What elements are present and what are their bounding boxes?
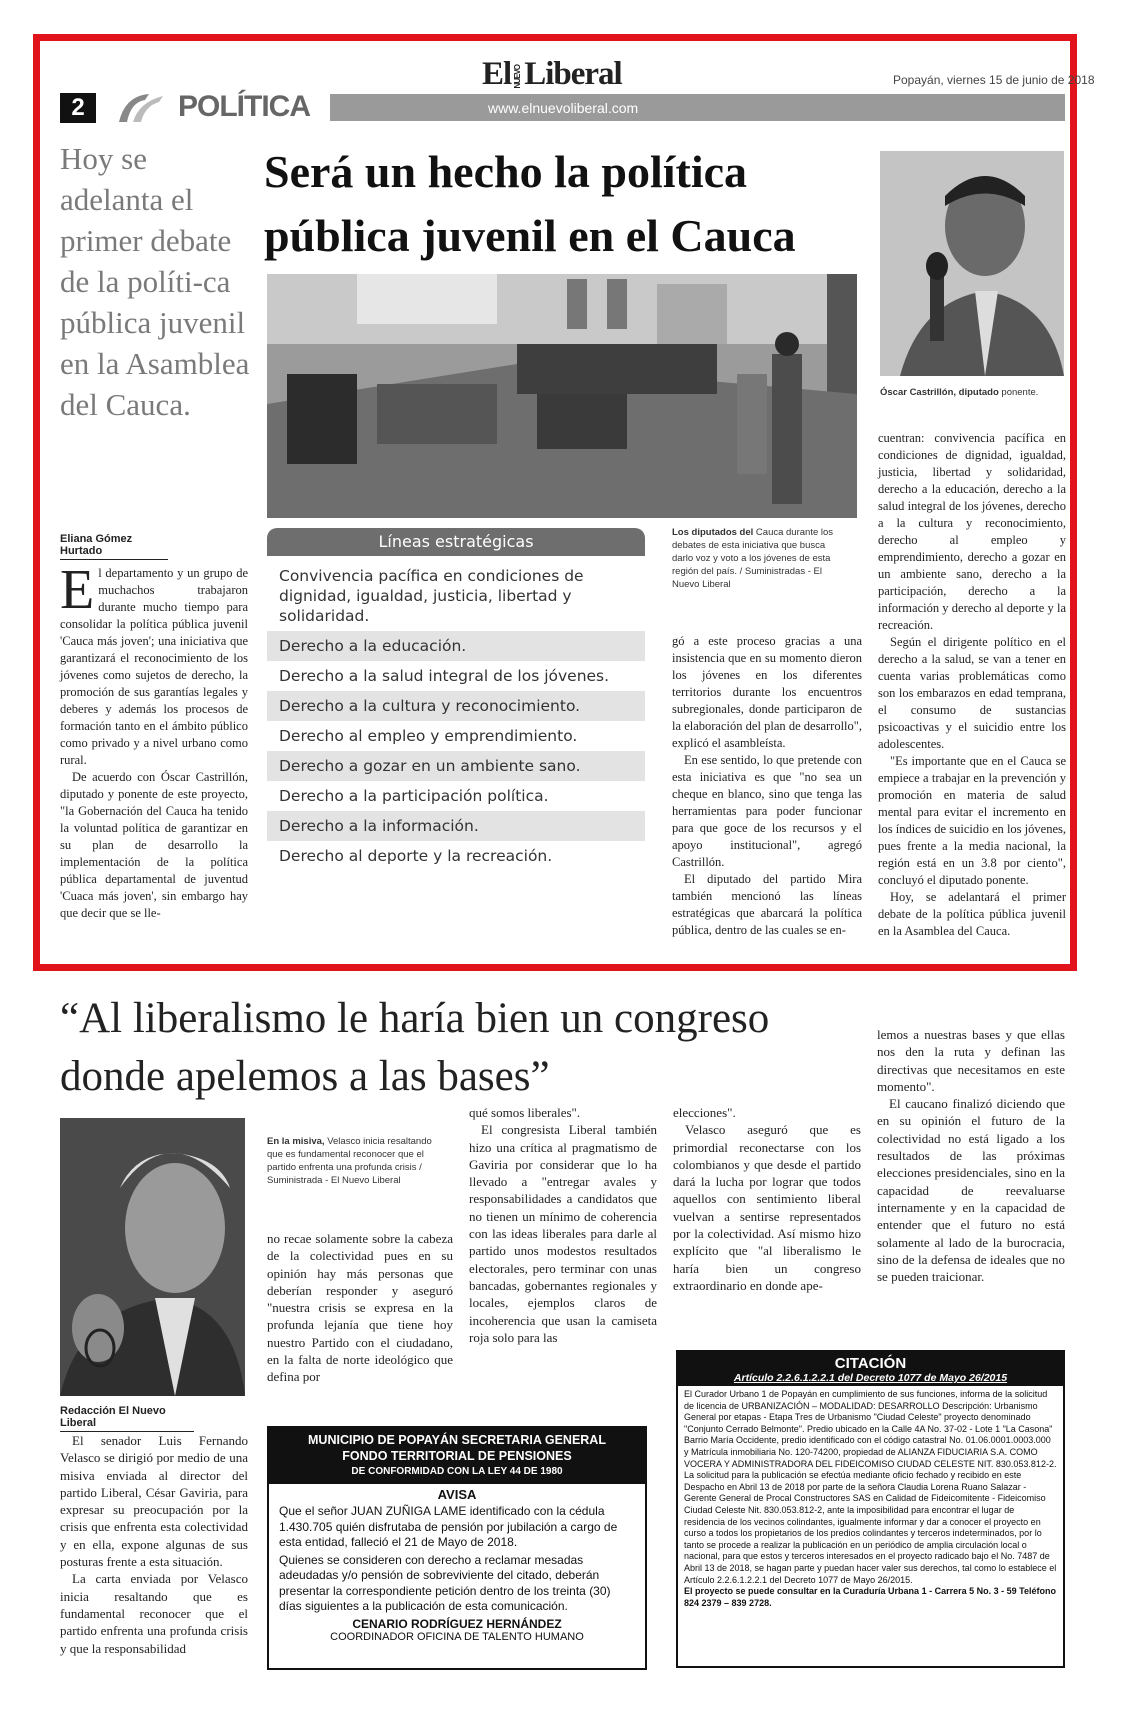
caption-text: Velasco inicia resaltando que es fundamental reconocer que el partido enfrenta una profunda crisis / Suministrada - El Nuevo Liberal	[267, 1136, 432, 1186]
paragraph: El caucano finalizó diciendo que en su opinión el futuro de la colectividad no está ligado a los resultados de las próximas elecciones presidenciales, sino en la capacidad de reevaluarse internamente y en la capacidad de entender que el futuro no está solamente al lado de la burocracia, sino de la defensa de ideales que no se pueden traicionar.	[877, 1096, 1065, 1285]
strategic-line-item: Derecho a la salud integral de los jóvenes.	[279, 667, 610, 685]
article-col-4	[878, 430, 1066, 940]
paragraph: En ese sentido, lo que pretende con esta iniciativa es que "no sea un cheque en blanco, sino que tenga las herramientas para poder funcionar para que goce de los recursos y el apoyo institucional", agregó Castrillón.	[672, 753, 862, 869]
byline: Eliana Gómez Hurtado	[60, 533, 168, 560]
ad-body	[678, 1386, 1063, 1612]
paragraph: El congresista Liberal también hizo una crítica al pragmatismo de Gaviria por considerar que lo ha llevado a "entregar avales y responsabilidades a candidatos que no tienen un mínimo de coherencia con las ideas liberales para darle al partido unos modestos resultados electorales, pero terminar con unas bancadas, gobernantes regionales y locales, ejemplos claros de incoherencia que usan la camiseta roja solo para las	[469, 1122, 657, 1345]
paragraph: "Es importante que en el Cauca se empiece a trabajar en la prevención y promoción en materia de salud mental para evitar el incremento en los índices de suicidio en los jóvenes, pues frente a la media nacional, la región está en un 3.8 por ciento", concluyó el diputado ponente.	[878, 754, 1066, 887]
article-lead: Hoy se adelanta el primer debate de la políti-ca pública juvenil en la Asamblea del Cauca.	[60, 141, 250, 422]
logo-liberal: Liberal	[524, 56, 622, 92]
paragraph: lemos a nuestras bases y que ellas nos den la ruta y definan las directivas que necesitamos en este momento".	[877, 1027, 1065, 1094]
page-number: 2	[60, 93, 96, 123]
photo-caption	[672, 526, 844, 591]
ad-header-line: MUNICIPIO DE POPAYÁN SECRETARIA GENERAL	[308, 1433, 606, 1447]
ad-header	[269, 1428, 645, 1484]
paragraph: l departamento y un grupo de muchachos trabajaron durante mucho tiempo para consolidar la política pública juvenil 'Cauca más joven'; una iniciativa que garantizará el reconocimiento de los jóvenes como sujetos de derecho, la promoción de sus garantías legales y deberes y además los procesos de formación tanto en el ámbito público como privado y a nivel urbano como rural.	[60, 566, 248, 767]
ad-header	[678, 1352, 1063, 1386]
article-col-1	[60, 559, 248, 922]
section-title: POLÍTICA	[178, 90, 310, 123]
paragraph: cuentran: convivencia pacífica en condiciones de dignidad, igualdad, justicia, libertad y solidaridad, derecho a la educación, derecho a la salud integral de los jóvenes, derecho a la cultura y reconocimiento, derecho al empleo y emprendimiento, derecho a gozar en un ambiente sano, derecho a la participación, derecho a la información y derecho al deporte y la recreación.	[878, 431, 1066, 632]
paragraph: qué somos liberales".	[469, 1105, 581, 1120]
ad-signer-title: COORDINADOR OFICINA DE TALENTO HUMANO	[330, 1630, 584, 1643]
paragraph: Según el dirigente político en el derecho a la salud, se van a tener en cuenta varias problemáticas como son los embarazos en edad temprana, el consumo de sustancias psicoactivas y el suicidio entre los adolescentes.	[878, 635, 1066, 751]
strategic-line-item: Derecho a la información.	[267, 811, 645, 841]
portrait-photo	[880, 151, 1064, 376]
ad-paragraph: El proyecto se puede consultar en la Curaduría Urbana 1 - Carrera 5 No. 3 - 59 Teléfono 824 2379 – 839 2728.	[684, 1586, 1056, 1608]
strategic-lines-box	[267, 528, 645, 871]
website-url[interactable]: www.elnuevoliberal.com	[488, 100, 639, 116]
section-slashes-icon	[105, 92, 165, 124]
ad-signer: CENARIO RODRÍGUEZ HERNÁNDEZ	[352, 1616, 562, 1631]
article2-col-2	[267, 1230, 453, 1386]
ad-paragraph: Quienes se consideren con derecho a reclamar mesadas adeudadas y/o pensión de sobreviviente del citado, deberán presentar la correspondiente petición dentro de los treinta (30) días siguientes a la publicación de esta comunicación.	[279, 1552, 611, 1613]
logo-nuevo: NUEVO	[513, 64, 523, 89]
assembly-photo	[267, 274, 857, 518]
senator-photo	[60, 1118, 245, 1396]
paragraph: Velasco aseguró que es primordial reconectarse con los colombianos y que desde el partido dará la lucha por lograr que todos aquellos con sentimiento liberal vuelvan a sentirse representados por la colectividad. Así mismo hizo explícito que "al liberalismo le haría bien un congreso extraordinario en donde ape-	[673, 1122, 861, 1293]
article2-headline: “Al liberalismo le haría bien un congreso donde apelemos a las bases”	[60, 995, 770, 1100]
paragraph: El diputado del partido Mira también mencionó las líneas estratégicas que abarcará la política pública, dentro de las cuales se en-	[672, 872, 862, 937]
article-headline: Será un hecho la política pública juvenil en el Cauca	[264, 146, 796, 261]
ad-header-line: FONDO TERRITORIAL DE PENSIONES	[342, 1449, 572, 1463]
strategic-line-item: Derecho a la cultura y reconocimiento.	[267, 691, 645, 721]
strategic-line-item: Convivencia pacífica en condiciones de dignidad, igualdad, justicia, libertad y solidaridad.	[279, 567, 584, 625]
article2-photo-caption	[267, 1135, 447, 1187]
ad-subtitle: Artículo 2.2.6.1.2.2.1 del Decreto 1077 de Mayo 26/2015	[733, 1372, 1008, 1384]
ad-title: CITACIÓN	[834, 1355, 907, 1372]
caption-text: Cauca durante los debates de esta iniciativa que busca darlo voz y voto a los jóvenes de esta región del país. / Suministradas - El Nuevo Liberal	[672, 527, 834, 590]
paragraph: gó a este proceso gracias a una insistencia que en su momento dieron los jóvenes en los diferentes territorios durante los encuentros subregionales, donde participaron de la elaboración del plan de desarrollo", explicó el asambleísta.	[672, 634, 862, 750]
paragraph: no recae solamente sobre la cabeza de la colectividad pues en su opinión hay más personas que deberían responder y aseguró "nuestra crisis se expresa en la profunda lejanía que tiene hoy nuestro Partido con el ciudadano, en la falta de norte ideológico que defina por	[267, 1231, 453, 1385]
paragraph: Hoy, se adelantará el primer debate de la política pública juvenil en la Asamblea del Cauca.	[878, 890, 1066, 938]
strategic-line-item: Derecho a la educación.	[267, 631, 645, 661]
caption-lead: Los diputados del	[672, 527, 754, 538]
ad-paragraph: El Curador Urbano 1 de Popayán en cumplimiento de sus funciones, informa de la solicitud de licencia de URBANIZACIÓN – MODALIDAD: DESARROLLO Descripción: Urbanismo General por etapas - Etapa Tres de Urbanismo "Ciudad Celeste" proyecto denominado "Conjunto Cerrado Belmonte". Predio ubicado en la Calle 4A No. 37-02 - Lote 1 "La Casona" Barrio María Occidente, predio identificado con el código catastral No. 01.06.0001.0003.000 y Matrícula inmobiliaria No. 120-74200, propiedad de ALIANZA FIDUCIARIA S.A. COMO VOCERA Y ADMINISTRADORA DEL FIDEICOMISO CIUDAD CELESTE NIT. 830.053.812-2.	[684, 1389, 1057, 1469]
article2-col-1	[60, 1432, 248, 1657]
ad-paragraph: La solicitud para la publicación se efectúa mediante oficio fechado y recibido en este Despacho en Abril 13 de 2018 por parte de la señora Claudia Lorena Ruano Salazar - Gerente General de Procal Constructores SAS en Calidad de Fideicomitente - Fideicomiso Ciudad Celeste Nit. 830.053.812-2, ante la imposibilidad para encontrar el lugar de residencia de los vecinos colindantes, igualmente informar y dar a conocer el proyecto en curso a todos los propietarios de los predios colindantes y terceros indeterminados, por lo tanto se procede a realizar la publicación en un periódico de amplia circulación local o nacional, para que estos y terceros interesados en el proyecto radicado bajo el No. 7487 de Abril 13 de 2018, se hagan parte y puedan hacer valer sus derechos, tal como lo establece el Artículo 2.2.6.1.2.2.1 del Decreto 1077 de Mayo 26/2015.	[684, 1470, 1057, 1585]
caption-text: ponente.	[1001, 387, 1039, 398]
paragraph: El senador Luis Fernando Velasco se dirigió por medio de una misiva enviada al director del partido Liberal, César Gaviria, para expresar su preocupación por la crisis que enfrenta esta colectividad y en ella, expone algunas de sus posturas frente a esta situación.	[60, 1433, 248, 1570]
article2-col-5	[877, 1026, 1065, 1285]
strategic-line-item: Derecho a gozar en un ambiente sano.	[267, 751, 645, 781]
strategic-line-item: Derecho a la participación política.	[279, 787, 549, 805]
strategic-line-item: Derecho al deporte y la recreación.	[279, 847, 553, 865]
section-bar	[330, 94, 1065, 121]
article2-byline: Redacción El Nuevo Liberal	[60, 1405, 194, 1432]
pension-notice-ad	[267, 1426, 647, 1670]
ad-paragraph: Que el señor JUAN ZUÑIGA LAME identificado con la cédula 1.430.705 quién disfrutaba de pensión por jubilación a cargo de esta entidad, falleció el 21 de Mayo de 2018.	[279, 1504, 618, 1549]
paragraph: elecciones".	[673, 1105, 736, 1120]
citation-notice-ad	[676, 1350, 1065, 1668]
strategic-lines-title: Líneas estratégicas	[267, 528, 645, 556]
masthead-logo	[482, 56, 622, 93]
caption-lead: En la misiva,	[267, 1136, 325, 1147]
drop-cap: E	[60, 559, 95, 621]
ad-title: AVISA	[437, 1487, 477, 1502]
ad-header-line: DE CONFORMIDAD CON LA LEY 44 DE 1980	[351, 1466, 563, 1477]
paragraph: La carta enviada por Velasco inicia resaltando que es fundamental reconocer que el partido enfrenta una profunda crisis y que la responsabilidad	[60, 1571, 248, 1656]
article-col-3	[672, 633, 862, 939]
ad-body	[269, 1502, 645, 1617]
article2-col-4	[673, 1104, 861, 1294]
issue-date: Popayán, viernes 15 de junio de 2018	[893, 73, 1095, 87]
paragraph: De acuerdo con Óscar Castrillón, diputado y ponente de este proyecto, "la Gobernación del Cauca ha tenido la voluntad política de garantizar en su plan de desarrollo la implementación de la política pública departamental de juventud 'Cuaca más joven', sin embargo hay que decir que se lle-	[60, 770, 248, 920]
strategic-line-item: Derecho al empleo y emprendimiento.	[279, 727, 578, 745]
portrait-caption	[880, 386, 1070, 399]
article2-col-3	[469, 1104, 657, 1346]
caption-lead: Óscar Castrillón, diputado	[880, 387, 999, 398]
logo-el: El	[482, 56, 512, 92]
